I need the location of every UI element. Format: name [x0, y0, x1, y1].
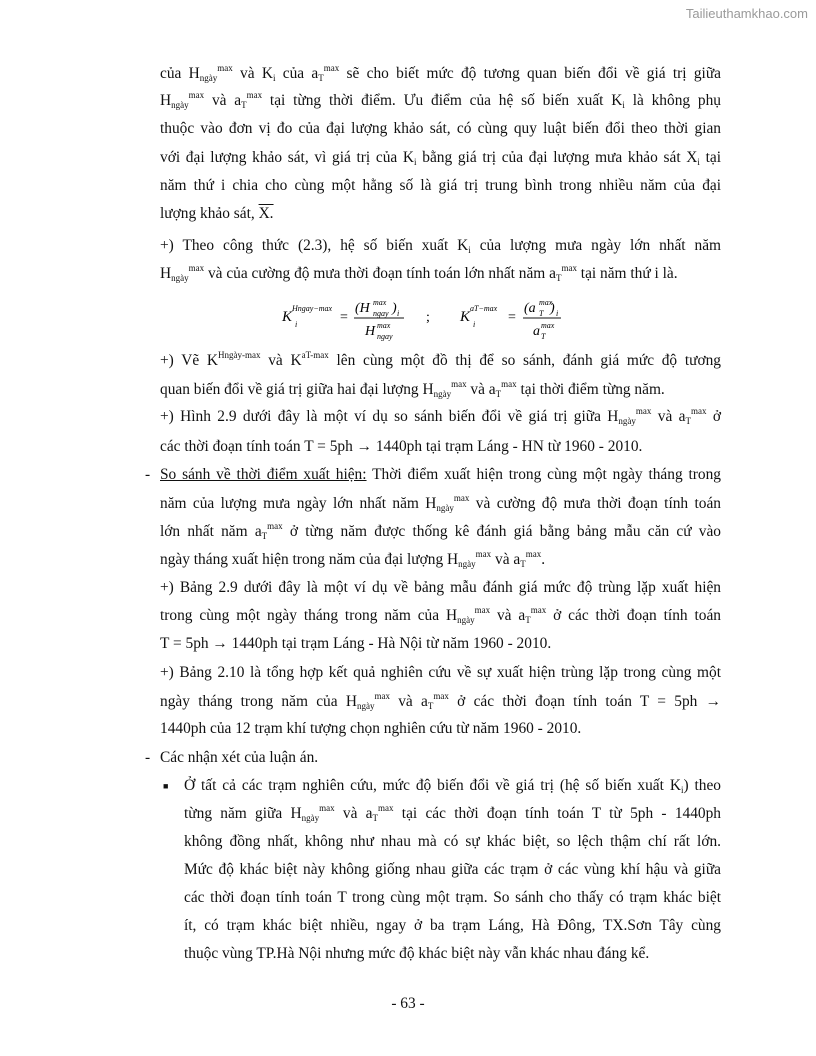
svg-text:i: i — [556, 309, 559, 318]
svg-text:i: i — [295, 320, 298, 329]
text-line: $H_{ngày}^{max}$ và $a_T^{max}$ tại từng thời điểm. Ưu điểm của hệ số biến xuất $K_i$ là không phụ — [160, 90, 721, 110]
svg-text:Hngay−max: Hngay−max — [292, 304, 333, 313]
svg-text:ngay: ngay — [377, 332, 393, 341]
formula-k-left: K — [282, 309, 293, 325]
text-line: ít, có trạm khác biệt nhiều, ngay ở ba trạm Láng, Hà Đông, TX.Sơn Tây cùng — [184, 917, 721, 934]
text-line: +) Vẽ $K^{Hngày-max}$ và $K^{aT-max}$ lên cùng một đồ thị để so sánh, đánh giá mức độ tương — [160, 350, 721, 369]
svg-text:i: i — [473, 320, 476, 329]
text-line: Các nhận xét của luận án. — [160, 749, 319, 766]
svg-text:i: i — [397, 309, 400, 318]
list-dash: - — [145, 466, 151, 483]
svg-text:=: = — [508, 310, 516, 325]
svg-text:aT−max: aT−max — [470, 304, 498, 313]
svg-text:ngay: ngay — [373, 309, 389, 318]
svg-text:): ) — [550, 301, 555, 316]
bullet-icon: ■ — [163, 781, 169, 791]
text-line: thuộc vùng TP.Hà Nội nhưng mức độ khác biệt này vẫn khác nhau đáng kể. — [184, 945, 650, 962]
text-line: Mức độ khác biệt này không giống nhau giữa các trạm ở các vùng khí hậu và giữa — [184, 861, 721, 878]
formula-k-right: K — [460, 309, 471, 325]
text-line: của $H_{ngày}^{max}$ và $K_i$ của $a_T^{max}$ sẽ cho biết mức độ tương quan biến đổi về giá trị giữa — [160, 63, 721, 83]
text-line: +) Bảng 2.10 là tổng hợp kết quả nghiên cứu về sự xuất hiện trùng lặp trong cùng một — [160, 664, 721, 681]
text-line: lớn nhất năm $a_T^{max}$ ở từng năm được thống kê đánh giá bằng bảng mẫu căn cứ vào — [160, 521, 722, 541]
svg-text:max: max — [539, 298, 553, 307]
text-line: năm thứ i chia cho cùng một hằng số là giá trị trung bình trong nhiều năm của đại — [160, 177, 721, 194]
page-number: - 63 - — [391, 995, 425, 1012]
svg-text:T: T — [539, 309, 544, 318]
text-line: từng năm giữa $H_{ngày}^{max}$ và $a_T^{max}$ tại các thời đoạn tính toán T từ 5ph - 1440ph — [184, 803, 721, 823]
text-line: với đại lượng khảo sát, vì giá trị của $K_i$ bằng giá trị của đại lượng mưa khảo sát $X_i$ tại — [160, 149, 722, 167]
text-line: +) Hình 2.9 dưới đây là một ví dụ so sánh biến đổi về giá trị giữa $H_{ngày}^{max}$ và $a_T^{max}$ ở — [160, 406, 721, 426]
text-line: quan biến đổi về giá trị giữa hai đại lượng $H_{ngày}^{max}$ và $a_T^{max}$ tại thời điểm từng năm. — [160, 379, 665, 399]
text-line: 1440ph của 12 trạm khí tượng chọn nghiên cứu từ năm 1960 - 2010. — [160, 720, 582, 737]
text-line: không đồng nhất, không như nhau mà có sự khác biệt, so lệch thậm chí rất lớn. — [184, 833, 721, 850]
svg-text:max: max — [373, 298, 387, 307]
text-line: ngày tháng trong năm của $H_{ngày}^{max}$ và $a_T^{max}$ ở các thời đoạn tính toán T = 5ph → — [160, 691, 722, 711]
svg-text:max: max — [541, 321, 555, 330]
svg-text:a: a — [533, 324, 540, 339]
text-line: trong cùng một ngày tháng trong năm của $H_{ngày}^{max}$ và $a_T^{max}$ ở các thời đoạn tính toán — [160, 605, 721, 625]
svg-text:(H: (H — [355, 301, 370, 316]
svg-text:): ) — [392, 301, 397, 316]
section-heading: So sánh về thời điểm xuất hiện: — [160, 466, 367, 483]
text-line: ngày tháng xuất hiện trong năm của đại lượng $H_{ngày}^{max}$ và $a_T^{max}$. — [160, 549, 546, 569]
text-line: thuộc vào đơn vị đo của đại lượng khảo sát, có cùng quy luật biến đổi theo thời gian — [160, 120, 721, 137]
svg-text:;: ; — [426, 310, 430, 325]
text-line: Ở tất cả các trạm nghiên cứu, mức độ biến đổi về giá trị (hệ số biến xuất $K_i$) theo — [184, 777, 721, 795]
text-line: $H_{ngày}^{max}$ và của cường độ mưa thời đoạn tính toán lớn nhất năm $a_T^{max}$ tại năm thứ i là. — [160, 263, 678, 283]
text-line: lượng khảo sát, X. — [160, 205, 274, 222]
formula-coefficient — [280, 294, 580, 344]
svg-text:(a: (a — [524, 301, 536, 316]
text-line: +) Theo công thức (2.3), hệ số biến xuất $K_i$ của lượng mưa ngày lớn nhất năm — [160, 237, 722, 255]
text-line: T = 5ph → 1440ph tại trạm Láng - Hà Nội từ năm 1960 - 2010. — [160, 635, 552, 652]
svg-text:T: T — [541, 332, 546, 341]
text-line: các thời đoạn tính toán T trong cùng một trạm. So sánh cho thấy có trạm khác biệt — [184, 889, 721, 906]
list-dash: - — [145, 749, 151, 766]
text-line: +) Bảng 2.9 dưới đây là một ví dụ về bảng mẫu đánh giá mức độ trùng lặp xuất hiện — [160, 579, 721, 596]
svg-text:=: = — [340, 310, 348, 325]
text-line: So sánh về thời điểm xuất hiện: Thời điểm xuất hiện trong cùng một ngày tháng trong — [160, 466, 721, 483]
svg-text:H: H — [365, 324, 376, 339]
text-line: năm của lượng mưa ngày lớn nhất năm $H_{ngày}^{max}$ và cường độ mưa thời đoạn tính toán — [160, 493, 721, 513]
text-line: các thời đoạn tính toán T = 5ph → 1440ph tại trạm Láng - HN từ 1960 - 2010. — [160, 438, 643, 455]
svg-text:max: max — [377, 321, 391, 330]
watermark: Tailieuthamkhao.com — [685, 6, 808, 21]
